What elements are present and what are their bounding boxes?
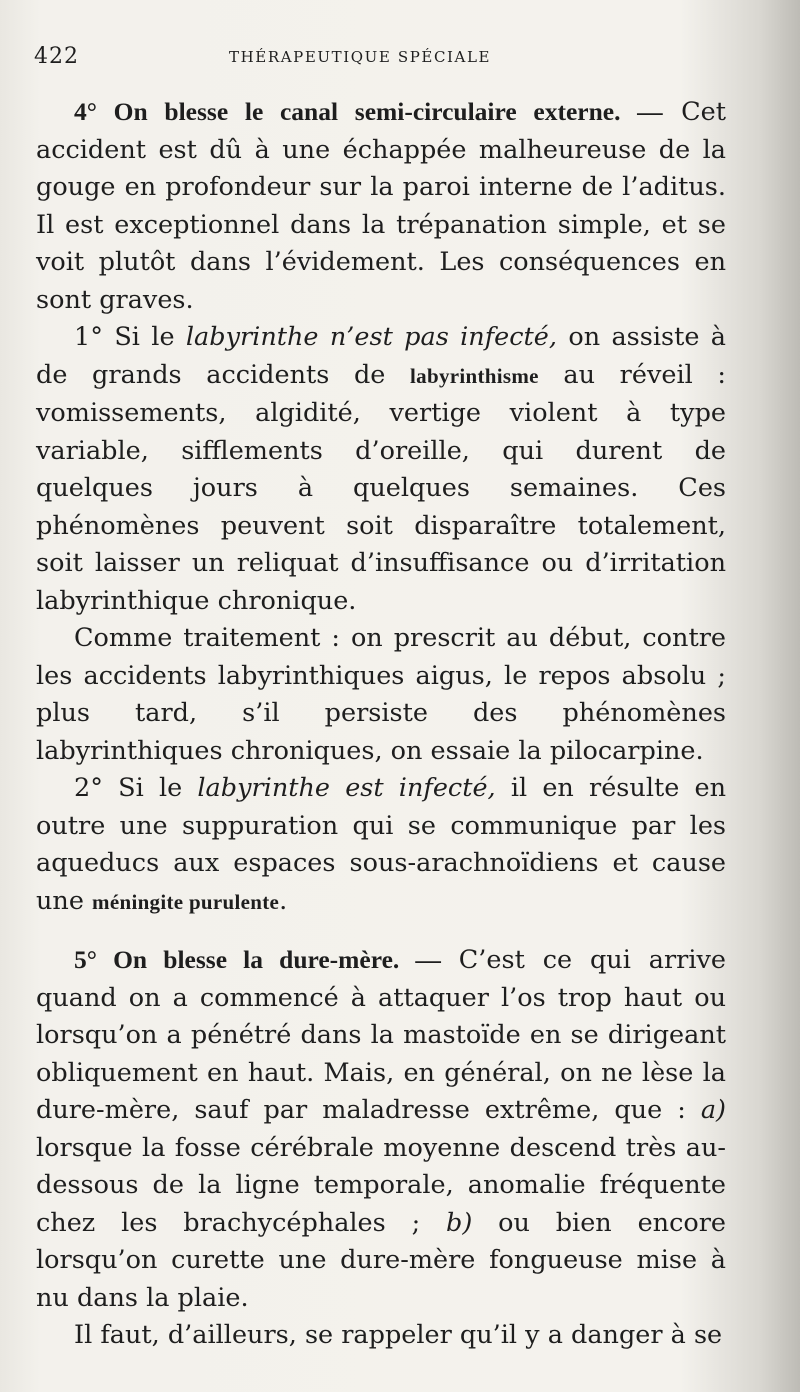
italic-term: labyrinthe n’est pas infecté,: [185, 322, 557, 352]
running-head: THÉRAPEUTIQUE SPÉCIALE: [229, 48, 492, 66]
body-text: [36, 93, 726, 1355]
text-run: ou bien encore lorsqu’on curette une dure-mère fongueuse mise à nu dans la plaie.: [36, 1207, 726, 1313]
bold-term: labyrinthisme: [410, 363, 539, 388]
paragraph-text: Il faut, d’ailleurs, se rappeler qu’il y a danger à se: [74, 1320, 723, 1350]
text-run: on assiste à de grands accidents de: [36, 322, 726, 390]
section-heading-4: 4° On blesse le canal semi-circulaire externe. —: [74, 97, 663, 126]
italic-marker: a): [700, 1095, 726, 1125]
text-run: il en résulte en outre une suppuration qui se communique par les aqueducs aux espaces sous-arachnoïdiens et cause une: [36, 773, 727, 916]
paragraph-labyrinth-not-infected: [36, 319, 726, 620]
page-number: 422: [34, 44, 79, 69]
text-run: C’est ce qui arrive quand on a commencé à attaquer l’os trop haut ou lorsqu’on a pénétré dans la mastoïde en se dirigeant obliquement en haut. Mais, en général, on ne lèse la dure-mère, sauf par maladresse extrême, que :: [36, 945, 726, 1125]
bold-term: méningite purulente: [92, 889, 280, 914]
text-run: 2° Si le: [74, 773, 198, 803]
italic-term: labyrinthe est infecté,: [197, 773, 496, 803]
section-heading-5: 5° On blesse la dure-mère. —: [74, 945, 441, 974]
paragraph-labyrinth-infected: [36, 770, 726, 921]
paragraph-closing: [36, 1317, 726, 1355]
page-header: [34, 42, 734, 72]
paragraph-treatment: [36, 620, 726, 770]
paragraph-dura-mater: [36, 941, 726, 1317]
text-run: 1° Si le: [74, 322, 186, 352]
paragraph-text: Cet accident est dû à une échappée malheureuse de la gouge en profondeur sur la paroi interne de l’aditus. Il est exceptionnel dans la trépanation simple, et se voit plutôt dans l’évidement. Les conséquences en sont graves.: [36, 97, 726, 315]
text-run: lorsque la fosse cérébrale moyenne descend très au-dessous de la ligne temporale, anomalie fréquente chez les brachycéphales ;: [36, 1132, 726, 1238]
paragraph-semicircular-canal: [36, 93, 726, 319]
text-run: au réveil : vomissements, algidité, vertige violent à type variable, sifflements d’oreille, qui durent de quelques jours à quelques semaines. Ces phénomènes peuvent soit disparaître totalement, soit laisser un reliquat d’insuffisance ou d’irritation labyrinthique chronique.: [36, 359, 726, 616]
italic-marker: b): [446, 1207, 473, 1238]
text-run: .: [279, 885, 288, 916]
paragraph-text: Comme traitement : on prescrit au début, contre les accidents labyrinthiques aigus, le repos absolu ; plus tard, s’il persiste des phénomènes labyrinthiques chroniques, on essaie la pilocarpine.: [36, 623, 726, 766]
